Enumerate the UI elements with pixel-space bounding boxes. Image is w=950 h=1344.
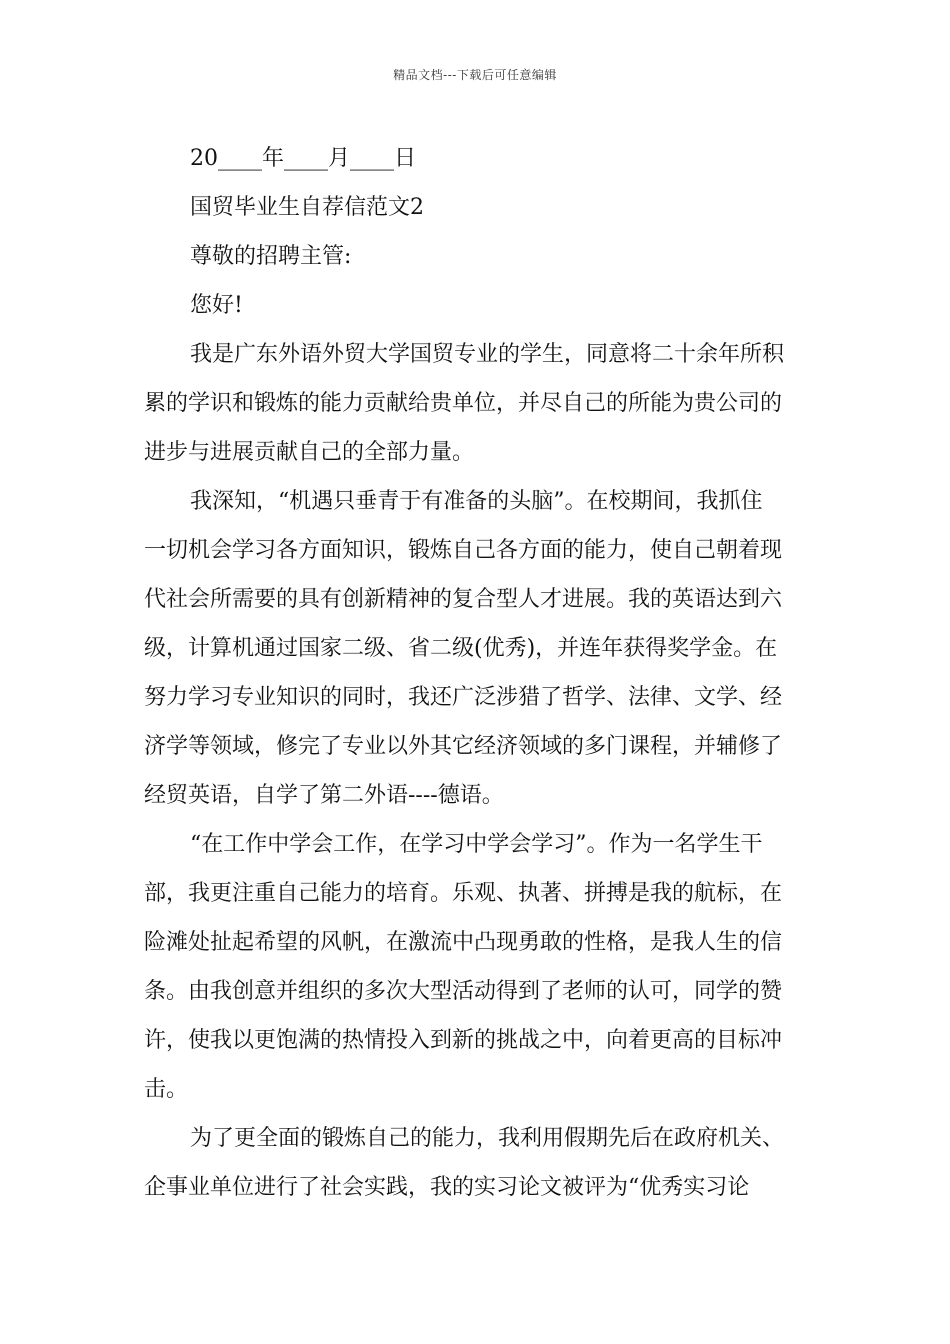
paragraph-1 [144, 330, 806, 477]
salutation: 尊敬的招聘主管: [190, 244, 352, 269]
greeting: 您好! [190, 293, 243, 318]
paragraph-line: 进步与进展贡献自己的全部力量。 [144, 440, 475, 465]
paragraph-line: “在工作中学会工作，在学习中学会学习”。作为一名学生干 [190, 832, 763, 857]
paragraph-line: 为了更全面的锻炼自己的能力，我利用假期先后在政府机关、 [190, 1126, 785, 1151]
paragraph-3 [144, 820, 806, 1114]
date-line: 20____年____月____日 [190, 146, 416, 171]
paragraph-line: 险滩处扯起希望的风帆，在激流中凸现勇敢的性格，是我人生的信 [144, 930, 783, 955]
header-note: 精品文档---下载后可任意编辑 [393, 68, 557, 82]
paragraph-line: 济学等领域，修完了专业以外其它经济领域的多门课程，并辅修了 [144, 734, 783, 759]
paragraph-line: 我是广东外语外贸大学国贸专业的学生，同意将二十余年所积 [190, 342, 785, 367]
paragraph-line: 企事业单位进行了社会实践，我的实习论文被评为“优秀实习论 [144, 1175, 750, 1200]
paragraph-line: 击。 [144, 1077, 189, 1102]
paragraph-line: 一切机会学习各方面知识，锻炼自己各方面的能力，使自己朝着现 [144, 538, 783, 563]
paragraph-line: 部，我更注重自己能力的培育。乐观、执著、拼搏是我的航标，在 [144, 881, 783, 906]
paragraph-line: 累的学识和锻炼的能力贡献给贵单位，并尽自己的所能为贵公司的 [144, 391, 783, 416]
paragraph-4 [144, 1114, 806, 1212]
letter-body [144, 134, 806, 1212]
paragraph-line: 我深知，“机遇只垂青于有准备的头脑”。在校期间，我抓住 [190, 489, 763, 514]
paragraph-line: 努力学习专业知识的同时，我还广泛涉猎了哲学、法律、文学、经 [144, 685, 783, 710]
paragraph-line: 经贸英语，自学了第二外语----德语。 [144, 783, 504, 808]
paragraph-line: 代社会所需要的具有创新精神的复合型人才进展。我的英语达到六 [144, 587, 783, 612]
paragraph-line: 级，计算机通过国家二级、省二级(优秀)，并连年获得奖学金。在 [144, 636, 778, 661]
letter-title: 国贸毕业生自荐信范文2 [190, 195, 424, 220]
paragraph-2 [144, 477, 806, 820]
paragraph-line: 许，使我以更饱满的热情投入到新的挑战之中，向着更高的目标冲 [144, 1028, 783, 1053]
paragraph-line: 条。由我创意并组织的多次大型活动得到了老师的认可，同学的赞 [144, 979, 783, 1004]
